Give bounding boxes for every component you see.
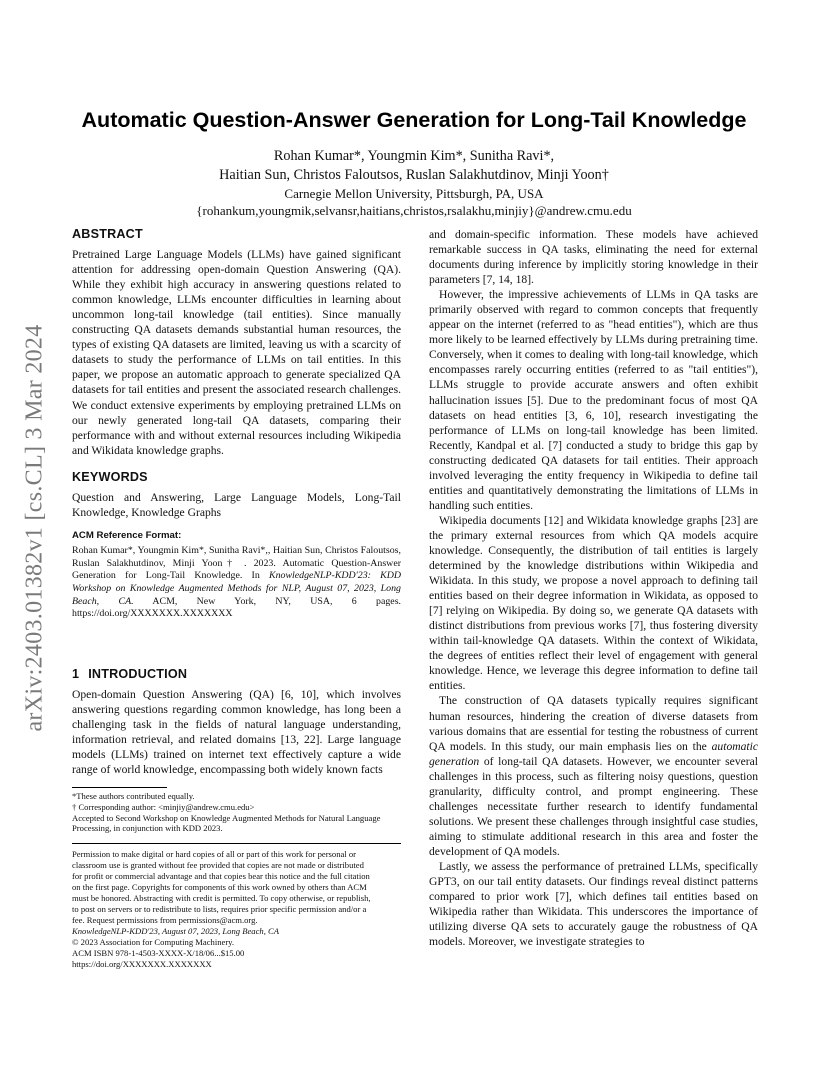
author-line-1: Rohan Kumar*, Youngmin Kim*, Sunitha Ravi*,	[273, 148, 555, 164]
footnote-accepted: Accepted to Second Workshop on Knowledge Augmented Methods for Natural Language Processing, in conjunction with KDD 2023.	[72, 812, 381, 834]
right-column	[429, 227, 758, 949]
author-emails: {rohankum,youngmik,selvansr,haitians,christos,rsalakhu,minjiy}@andrew.cmu.edu	[196, 203, 632, 218]
footnote-corresponding-author: † Corresponding author: <minjiy@andrew.cmu.edu>	[72, 802, 255, 813]
acm-reference-heading: ACM Reference Format:	[72, 529, 182, 541]
acm-reference-text: Rohan Kumar*, Youngmin Kim*, Sunitha Ravi*,, Haitian Sun, Christos Faloutsos, Ruslan Salakhutdinov, Minji Yoon† . 2023. Automatic Question-Answer Generation for Long-Tail Knowledge. In KnowledgeNLP-KDD'23: KDD Workshop on Knowledge Augmented Methods for NLP, August 07, 2023, Long Beach, CA. ACM, New York, NY, USA, 6 pages. https://doi.org/XXXXXXX.XXXXXXX	[72, 544, 402, 620]
intro-paragraph-2: However, the impressive achievements of LLMs in QA tasks are primarily observed with regard to common concepts that frequently appear on the internet (referred to as "head entities"), which are thus more likely to be learned effectively by LLMs during pretraining time. Conversely, when it comes to dealing with long-tail knowledge, which encompasses rarely occurring entities (referred to as "tail entities"), LLMs struggle to provide accurate answers and often exhibit hallucination issues [5]. Due to the predominant focus of most QA datasets on head entities [3, 6, 10], research investigating the performance of LLMs on long-tail knowledge has been limited. Recently, Kandpal et al. [7] conducted a study to bridge this gap by constructing dedicated QA datasets for tail entities. Their approach involved leveraging the entity frequency in Wikipedia to define tail entities and quantitatively demonstrating the limitations of LLMs in handling such entities.	[429, 288, 758, 512]
arxiv-stamp: arXiv:2403.01382v1 [cs.CL] 3 Mar 2024	[21, 324, 48, 732]
left-column	[72, 227, 401, 970]
introduction-heading: 1 INTRODUCTION	[72, 667, 188, 682]
intro-paragraph-5: Lastly, we assess the performance of pretrained LLMs, specifically GPT3, on our tail entity datasets. Our findings reveal distinct patterns compared to prior work [7], which defines tail entities based on Wikipedia rather than Wikidata. This underscores the importance of utilizing diverse QA sets to accurately gauge the robustness of QA models. Moreover, we investigate strategies to	[429, 859, 758, 949]
abstract-text: Pretrained Large Language Models (LLMs) have gained significant attention for addressing open-domain Question Answering (QA). While they exhibit high accuracy in answering questions related to common knowledge, LLMs encounter difficulties in learning about uncommon long-tail knowledge (tail entities). Since manually constructing QA datasets demands substantial human resources, the types of existing QA datasets are limited, leaving us with a scarcity of datasets to study the performance of LLMs on tail entities. In this paper, we propose an automatic approach to generate specialized QA datasets for tail entities and present the associated research challenges. We conduct extensive experiments by employing pretrained LLMs on our newly generated long-tail QA datasets, comparing their performance with and without external resources including Wikipedia and Wikidata knowledge graphs.	[72, 248, 401, 457]
keywords-heading: KEYWORDS	[72, 469, 148, 484]
intro-paragraph-3: Wikipedia documents [12] and Wikidata knowledge graphs [23] are the primary external resources from which QA models acquire knowledge. Consequently, the distribution of tail entities is largely determined by the knowledge distributions within Wikipedia and Wikidata. In this study, we propose a novel approach to defining tail entities based on their degree information in Wikidata, as opposed to [7] relying on Wikipedia. By doing so, we generate QA datasets with distinct distributions from previous works [7], thus fostering diversity within tail-knowledge QA datasets. Within the context of Wikidata, the degrees of entities reflect their level of engagement with general knowledge. Hence, we leverage this degree information to define tail entities.	[429, 513, 758, 693]
permission-block: Permission to make digital or hard copies of all or part of this work for personal or classroom use is granted without fee provided that copies are not made or distributed for profit or commercial advantage and that copies bear this notice and the full citation on the first page. Copyrights for components of this work owned by others than ACM must be honored. Abstracting with credit is permitted. To copy otherwise, or republish, to post on servers or to redistribute to lists, requires prior specific permission and/or a fee. Request permissions from permissions@acm.org. KnowledgeNLP-KDD'23, August 07, 2023, Long Beach, CA © 2023 Association for Computing Machinery. ACM ISBN 978-1-4503-XXXX-X/18/06...$15.00 https://doi.org/XXXXXXX.XXXXXXX	[72, 843, 401, 970]
author-block	[60, 147, 768, 219]
abstract-heading: ABSTRACT	[72, 227, 143, 241]
intro-paragraph-1: and domain-specific information. These models have achieved remarkable success in QA tasks, eliminating the need for external documents during inference by implicitly storing knowledge in their parameters [7, 14, 18].	[429, 228, 758, 287]
footnote-equal-contribution: *These authors contributed equally.	[72, 791, 195, 802]
intro-paragraph-4: The construction of QA datasets typically requires significant human resources, hindering the creation of diverse datasets from various domains that are essential for testing the robustness of current QA models. In this study, our main emphasis lies on the automatic generation of long-tail QA datasets. However, we encounter several challenges in this process, such as filtering noisy questions, question granularity, difficulty control, and prompt engineering. These challenges necessitate further research to identify fundamental solutions. We present these challenges through insightful case studies, aiming to stimulate additional research in this area and foster the development of QA models.	[429, 694, 758, 858]
keywords-text: Question and Answering, Large Language Models, Long-Tail Knowledge, Knowledge Graphs	[72, 490, 401, 519]
author-line-2: Haitian Sun, Christos Faloutsos, Ruslan Salakhutdinov, Minji Yoon†	[219, 167, 609, 183]
affiliation: Carnegie Mellon University, Pittsburgh, PA, USA	[284, 186, 544, 201]
introduction-text-left: Open-domain Question Answering (QA) [6, 10], which involves answering questions regarding common knowledge, has long been a challenging task in the fields of natural language understanding, information retrieval, and related domains [13, 22]. Large language models (LLMs) trained on internet text effectively capture a wide range of world knowledge, encompassing both widely known facts	[72, 688, 401, 777]
paper-title: Automatic Question-Answer Generation for Long-Tail Knowledge	[81, 108, 747, 132]
